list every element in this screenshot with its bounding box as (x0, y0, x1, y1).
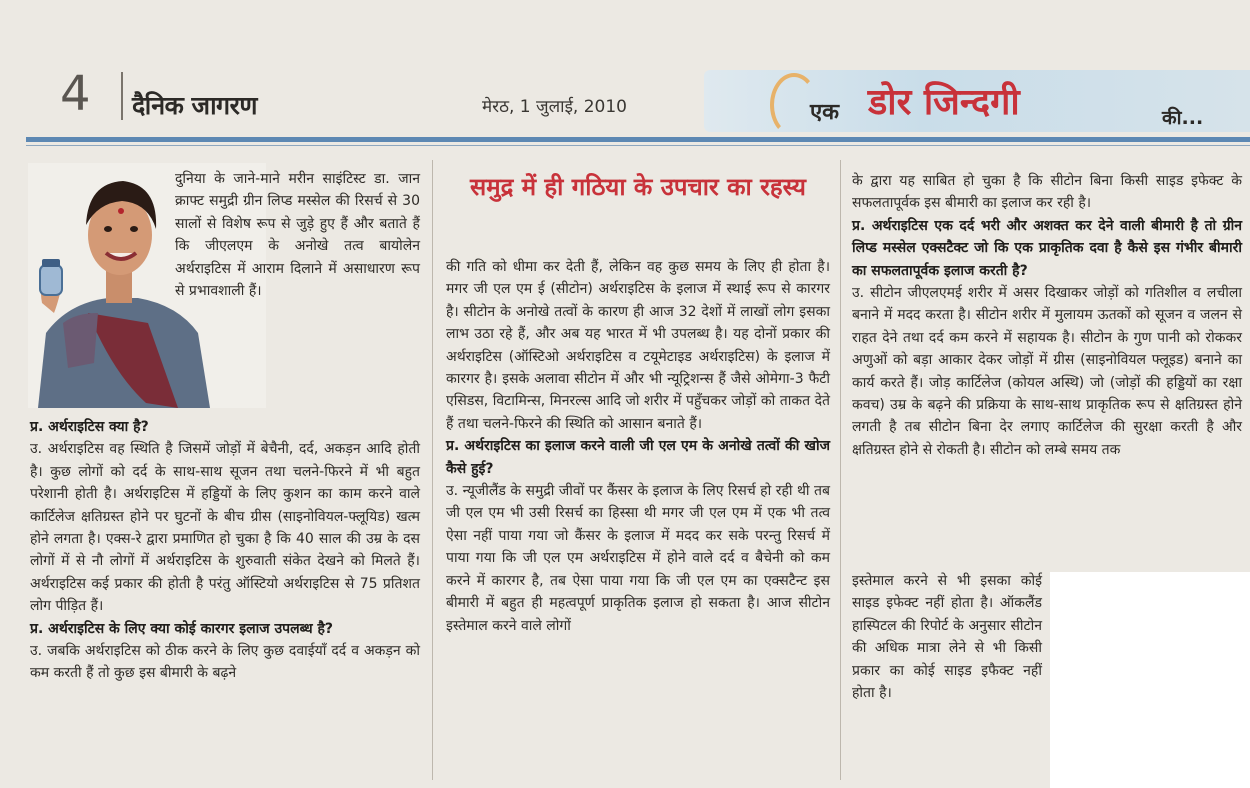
article-column-3-tail (852, 570, 1042, 704)
masthead-divider (121, 72, 123, 120)
article-column-3 (852, 170, 1242, 461)
article-intro: दुनिया के जाने-माने मरीन साइंटिस्ट डा. जान क्राफ्ट समुद्री ग्रीन लिप्ड मस्सेल की रिसर्च से 30 सालों से विशेष रूप से जुड़े हुए हैं और बताते हैं कि जीएलएम के अनोखे तत्व बायोलेन अर्थराइटिस में आराम दिलाने में असाधारण रूप से प्रभावशाली हैं। (175, 171, 420, 300)
newspaper-title: दैनिक जागरण (132, 91, 257, 120)
masthead-rule (26, 137, 1250, 142)
blank-corner (1050, 572, 1250, 788)
article-column-1 (30, 416, 420, 685)
answer-paragraph: की गति को धीमा कर देती हैं, लेकिन वह कुछ समय के लिए ही होता है। मगर जी एल एम ई (सीटोन) अर्थराइटिस के इलाज में स्थाई रूप से कारगर है। सीटोन के अनोखे तत्वों के कारण ही आज 32 देशों में लाखों लोग इसका लाभ उठा रहे हैं, और अब यह भारत में भी उपलब्ध है। यह दोनों प्रकार की अर्थराइटिस (ऑस्टिओ अर्थराइटिस व टयूमेटाइड अर्थराइटिस) के इलाज में कारगर है। इसके अलावा सीटोन में और भी न्यूट्रिशन्स हैं जैसे ओमेगा-3 फैटी एसिडस, विटामिन्स, मिनरल्स आदि जो शरीर में पहुँचकर जोड़ों को ताकत देते हैं तथा चलने-फिरने की स्थिति को आसान बनाते हैं। (446, 259, 830, 432)
masthead-rule-thin (26, 145, 1250, 146)
banner-prefix: एक (810, 100, 840, 125)
article-column-2 (446, 256, 830, 637)
column-divider (432, 160, 433, 780)
question-discovery: प्र. अर्थराइटिस का इलाज करने वाली जी एल एम के अनोखे तत्वों की खोज कैसे हुई? (446, 438, 830, 477)
column-divider (840, 160, 841, 780)
edition-date: मेरठ, 1 जुलाई, 2010 (482, 97, 627, 117)
page-number: 4 (60, 66, 91, 122)
question-natural-medicine: प्र. अर्थराइटिस एक दर्द भरी और अशक्त कर देने वाली बीमारी है तो ग्रीन लिप्ड मस्सेल एक्सटैक्ट जो कि एक प्राकृतिक दवा है कैसे इस गंभीर बीमारी का सफलतापूर्वक इलाज करती है? (852, 217, 1242, 279)
banner-title: डोर जिन्दगी (868, 82, 1020, 123)
question-effective-treatment: प्र. अर्थराइटिस के लिए क्या कोई कारगर इलाज उपलब्ध है? (30, 620, 334, 637)
answer-paragraph: उ. न्यूजीलैंड के समुद्री जीवों पर कैंसर के इलाज के लिए रिसर्च हो रही थी तब जी एल एम भी उसी रिसर्च का हिस्सा थी मगर जी एल एम में एक भी तत्व ऐसा नहीं पाया गया जो कैंसर के इलाज में मदद कर सके परन्तु रिसर्च में पाया गया कि जी एल एम अर्थराइटिस में होने वाले दर्द व बैचेनी को कम करने में कारगर है, तब ऐसा पाया गया कि जी एल एम का एक्सटैन्ट इस बीमारी में बहुत ही महत्वपूर्ण प्राकृतिक इलाज हो सकता है। आज सीटोन इस्तेमाल करने वाले लोगों (446, 483, 830, 634)
article-headline: समुद्र में ही गठिया के उपचार का रहस्य (470, 173, 806, 201)
answer-paragraph: इस्तेमाल करने से भी इसका कोई साइड इफेक्ट नहीं होता है। ऑकलैंड हास्पिटल की रिपोर्ट के अनुसार सीटोन की अधिक मात्रा लेने से भी किसी प्रकार का कोई साइड इफैक्ट नहीं होता है। (852, 573, 1042, 702)
question-what-is-arthritis: प्र. अर्थराइटिस क्या है? (30, 419, 149, 435)
answer-paragraph: उ. अर्थराइटिस वह स्थिति है जिसमें जोड़ों में बेचैनी, दर्द, अकड़न आदि होती है। कुछ लोगों को दर्द के साथ-साथ सूजन तथा चलने-फिरने में भी बहुत परेशानी होती है। अर्थराइटिस में हड्डियों के लिए कुशन का काम करने वाले कार्टिलेज क्षतिग्रस्त होने पर घुटनों के बीच ग्रीस (साइनोवियल-फ्लूयिड) खत्म होने लगता है। एक्स-रे द्वारा प्रमाणित हो चुका है कि 40 साल की उम्र के दस लोगों में से नौ लोगों में अर्थराइटिस के शुरुवाती संकेत देखने को मिलते हैं। अर्थराइटिस कई प्रकार की होती है परंतु ऑस्टियो अर्थराइटिस से 75 प्रतिशत लोग पीड़ित हैं। (30, 441, 420, 615)
answer-paragraph: उ. जबकि अर्थराइटिस को ठीक करने के लिए कुछ दवाईयाँ दर्द व अकड़न को कम करती हैं तो कुछ इस बीमारी के बढ़ने (30, 643, 420, 682)
answer-paragraph: उ. सीटोन जीएलएमई शरीर में असर दिखाकर जोड़ों को गतिशील व लचीला बनाने में मदद करता है। सीटोन शरीर में मुलायम ऊतकों को सूजन व जलन से राहत देने तथा दर्द कम करने में सहायक है। सीटोन के गुण पानी को रोककर अणुओं को बड़ा आकार देकर जोड़ों में ग्रीस (साइनोवियल फ्लूइड) बनाने का कार्य करते हैं। जोड़ कार्टिलेज (कोयल अस्थि) जो (जोड़ों की हड्डियों का रक्षा कवच) उम्र के बढ़ने की प्रक्रिया के साथ-साथ प्राकृतिक रूप से क्षतिग्रस्त होने लगती है तब सीटोन बिना देर लगाए कार्टिलेज की सुरक्षा करती है और क्षतिग्रस्त होने से रोकती है। सीटोन को लम्बे समय तक (852, 285, 1242, 458)
answer-paragraph: के द्वारा यह साबित हो चुका है कि सीटोन बिना किसी साइड इफेक्ट के सफलतापूर्वक इस बीमारी का इलाज कर रही है। (852, 173, 1242, 212)
banner-suffix: की... (1162, 107, 1204, 129)
